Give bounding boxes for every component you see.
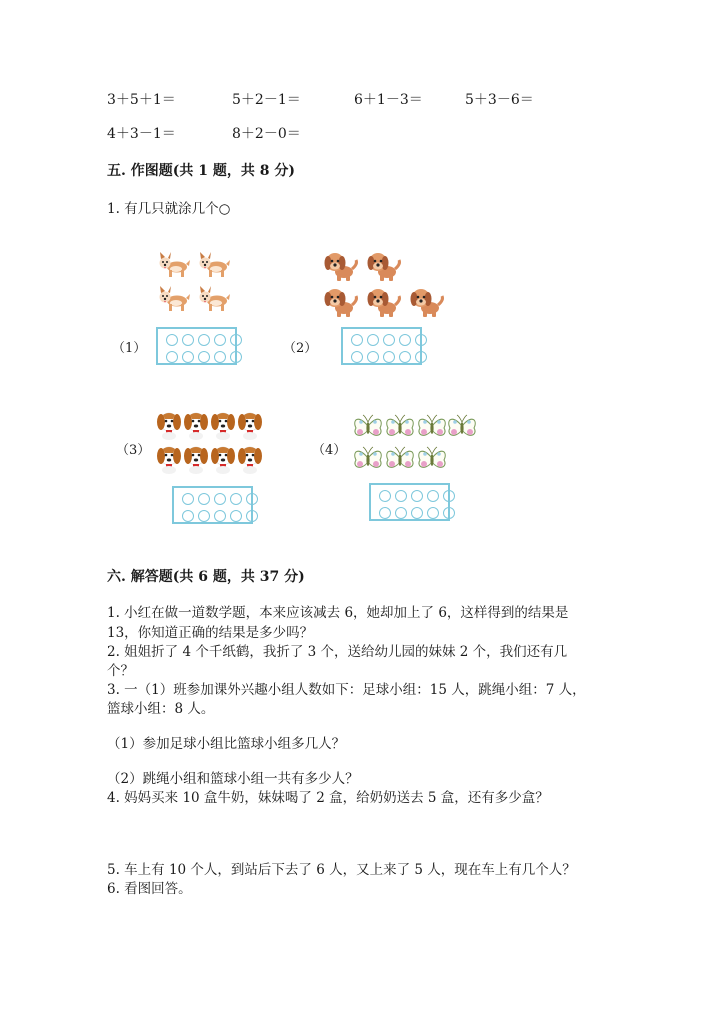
panel-4-circle-box	[369, 483, 450, 521]
paint-circle[interactable]	[198, 334, 210, 346]
corgi-icon	[160, 252, 191, 277]
beagle-icon	[211, 447, 235, 474]
section-6-title: 六. 解答题(共 6 题，共 37 分)	[107, 569, 305, 585]
paint-circle[interactable]	[182, 351, 194, 363]
paint-circle[interactable]	[230, 351, 242, 363]
butterfly-icon	[419, 447, 446, 467]
puppy-icon	[411, 289, 443, 317]
q3-sub2: （2）跳绳小组和篮球小组一共有多少人？	[107, 771, 359, 787]
panel-4-label: （4）	[312, 443, 347, 458]
panel-1-label: （1）	[112, 341, 147, 356]
equation-3: 6＋1－3＝	[354, 92, 423, 108]
paint-circle[interactable]	[443, 507, 455, 519]
paint-circle[interactable]	[214, 493, 226, 505]
paint-circle[interactable]	[230, 510, 242, 522]
paint-circle[interactable]	[198, 351, 210, 363]
beagle-icon	[184, 413, 208, 440]
paint-circle[interactable]	[182, 510, 194, 522]
butterfly-icon	[387, 447, 414, 467]
panel-3-animals	[155, 408, 267, 476]
section-5-title: 五. 作图题(共 1 题，共 8 分)	[107, 163, 295, 179]
paint-circle[interactable]	[351, 334, 363, 346]
paint-circle[interactable]	[427, 507, 439, 519]
equation-2: 5＋2－1＝	[232, 92, 301, 108]
paint-circle[interactable]	[443, 490, 455, 502]
equation-6: 8＋2－0＝	[232, 126, 301, 142]
q1-line1: 1. 小红在做一道数学题，本来应该减去 6，她却加上了 6，这样得到的结果是	[107, 605, 569, 621]
butterfly-icon	[355, 447, 382, 467]
paint-circle[interactable]	[411, 507, 423, 519]
paint-circle[interactable]	[214, 351, 226, 363]
puppy-icon	[325, 253, 357, 281]
paint-circle[interactable]	[383, 351, 395, 363]
equation-5: 4＋3－1＝	[107, 126, 176, 142]
q6: 6. 看图回答。	[107, 881, 192, 897]
paint-circle[interactable]	[214, 334, 226, 346]
paint-circle[interactable]	[399, 351, 411, 363]
panel-4-animals	[350, 410, 480, 476]
panel-1-circle-box	[156, 327, 237, 365]
paint-circle[interactable]	[246, 493, 258, 505]
panel-2-animals	[322, 248, 448, 322]
paint-circle[interactable]	[415, 351, 427, 363]
paint-circle[interactable]	[379, 490, 391, 502]
paint-circle[interactable]	[230, 334, 242, 346]
paint-circle[interactable]	[166, 334, 178, 346]
paint-circle[interactable]	[367, 351, 379, 363]
beagle-icon	[238, 447, 262, 474]
puppy-icon	[325, 289, 357, 317]
q4: 4. 妈妈买来 10 盒牛奶，妹妹喝了 2 盒，给奶奶送去 5 盒，还有多少盒？	[107, 790, 549, 806]
panel-1-animals	[156, 250, 240, 316]
paint-circle[interactable]	[383, 334, 395, 346]
paint-circle[interactable]	[395, 490, 407, 502]
paint-circle[interactable]	[411, 490, 423, 502]
q3-sub1: （1）参加足球小组比篮球小组多几人？	[107, 736, 346, 752]
paint-circle[interactable]	[415, 334, 427, 346]
paint-circle[interactable]	[182, 493, 194, 505]
panel-3-label: （3）	[116, 443, 151, 458]
q2-line2: 个？	[107, 663, 134, 679]
beagle-icon	[211, 413, 235, 440]
paint-circle[interactable]	[395, 507, 407, 519]
paint-circle[interactable]	[367, 334, 379, 346]
q3-line2: 篮球小组：8 人。	[107, 701, 215, 717]
paint-circle[interactable]	[182, 334, 194, 346]
beagle-icon	[238, 413, 262, 440]
equation-4: 5＋3－6＝	[465, 92, 534, 108]
q5: 5. 车上有 10 个人，到站后下去了 6 人，又上来了 5 人，现在车上有几个人？	[107, 862, 576, 878]
butterfly-icon	[387, 415, 414, 435]
butterfly-icon	[355, 415, 382, 435]
paint-circle[interactable]	[214, 510, 226, 522]
paint-circle[interactable]	[166, 351, 178, 363]
butterfly-icon	[419, 415, 446, 435]
butterfly-icon	[449, 415, 476, 435]
section-5-question: 1. 有几只就涂几个○	[107, 201, 231, 217]
beagle-icon	[157, 413, 181, 440]
beagle-icon	[157, 447, 181, 474]
panel-2-label: （2）	[283, 341, 318, 356]
paint-circle[interactable]	[399, 334, 411, 346]
paint-circle[interactable]	[379, 507, 391, 519]
equation-1: 3＋5＋1＝	[107, 92, 176, 108]
panel-3-circle-box	[172, 486, 253, 524]
corgi-icon	[200, 286, 231, 311]
panel-2-circle-box	[341, 327, 422, 365]
paint-circle[interactable]	[351, 351, 363, 363]
beagle-icon	[184, 447, 208, 474]
corgi-icon	[160, 286, 191, 311]
q1-line2: 13，你知道正确的结果是多少吗？	[107, 625, 314, 641]
paint-circle[interactable]	[230, 493, 242, 505]
paint-circle[interactable]	[246, 510, 258, 522]
q2-line1: 2. 姐姐折了 4 个千纸鹤，我折了 3 个，送给幼儿园的妹妹 2 个，我们还有几	[107, 644, 568, 660]
paint-circle[interactable]	[198, 510, 210, 522]
q3-line1: 3. 一（1）班参加课外兴趣小组人数如下：足球小组：15 人，跳绳小组：7 人，	[107, 682, 586, 698]
puppy-icon	[368, 253, 400, 281]
puppy-icon	[368, 289, 400, 317]
paint-circle[interactable]	[427, 490, 439, 502]
paint-circle[interactable]	[198, 493, 210, 505]
corgi-icon	[200, 252, 231, 277]
